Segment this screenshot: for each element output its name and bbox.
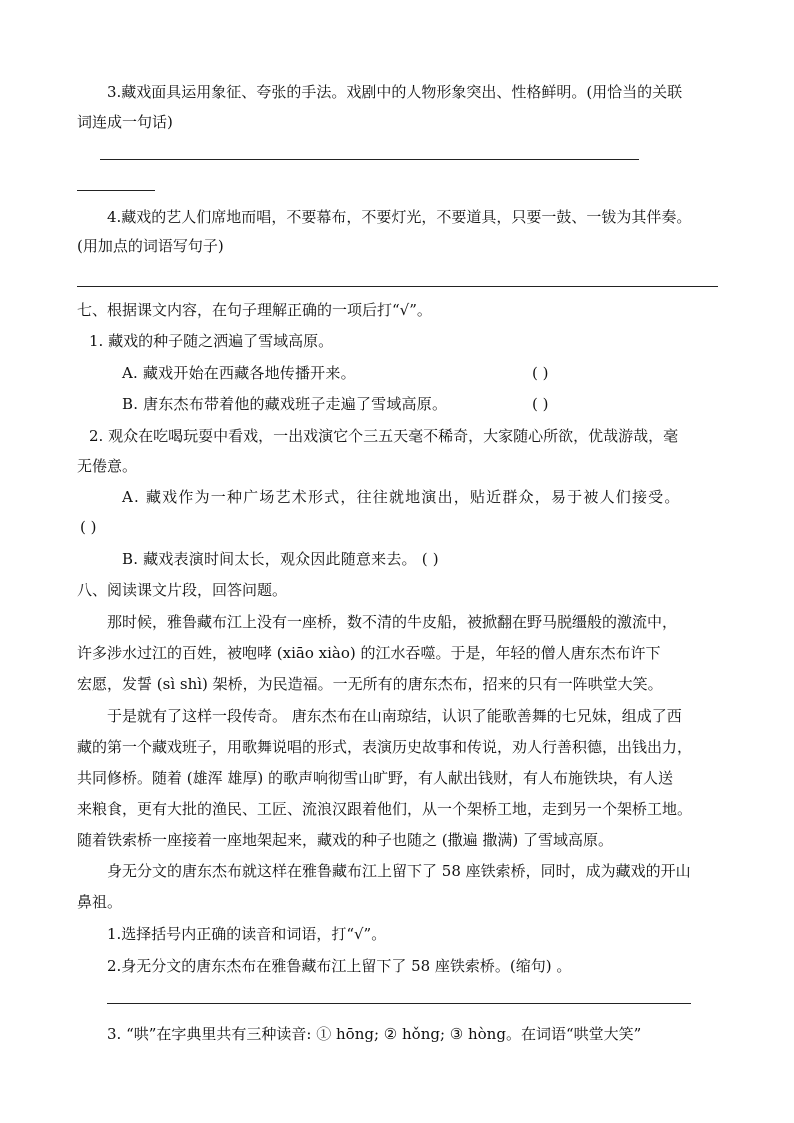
q3-answer-blank-4[interactable]: [77, 190, 155, 191]
passage-p3-line2: 鼻祖。: [77, 893, 123, 911]
passage-p1-line3: 宏愿，发誓 (sì shì) 架桥，为民造福。一无所有的唐东杰布，招来的只有一阵哄堂大笑。: [77, 675, 663, 693]
passage-p2-line1: 于是就有了这样一段传奇。 唐东杰布在山南琼结，认识了能歌善舞的七兄妹，组成了西: [107, 707, 682, 725]
passage-p2-line3: 共同修桥。随着 (雄浑 雄厚) 的歌声响彻雪山旷野，有人献出钱财，有人布施铁块，有人送: [77, 769, 674, 787]
q3-answer-blank-1[interactable]: [100, 159, 205, 160]
section7-item1-option-b: B. 唐东杰布带着他的藏戏班子走遍了雪域高原。: [122, 395, 448, 413]
q4-text-line1: 4.藏戏的艺人们席地而唱，不要幕布，不要灯光，不要道具，只要一鼓、一钹为其伴奏。: [107, 208, 692, 226]
section7-item2-option-a-checkbox[interactable]: ( ): [80, 518, 97, 536]
section8-question-2: 2.身无分文的唐东杰布在雅鲁藏布江上留下了 58 座铁索桥。(缩句) 。: [107, 957, 572, 975]
passage-p1-line2: 许多涉水过江的百姓，被咆哮 (xiāo xiào) 的江水吞噬。于是，年轻的僧人唐东杰布许下: [77, 644, 661, 662]
section7-item1-option-a-checkbox[interactable]: ( ): [532, 364, 549, 382]
q4-answer-blank[interactable]: [77, 286, 718, 287]
section7-item2-stem-line1: 2. 观众在吃喝玩耍中看戏，一出戏演它个三五天毫不稀奇，大家随心所欲，优哉游哉，毫: [89, 427, 679, 445]
passage-p2-line4: 来粮食，更有大批的渔民、工匠、流浪汉跟着他们，从一个架桥工地，走到另一个架桥工地。: [77, 800, 693, 818]
passage-p3-line1: 身无分文的唐东杰布就这样在雅鲁藏布江上留下了 58 座铁索桥，同时，成为藏戏的开山: [107, 862, 691, 880]
passage-p2-line5: 随着铁索桥一座接着一座地架起来，藏戏的种子也随之 (撒遍 撒满) 了雪域高原。: [77, 831, 614, 849]
section8-question-1: 1.选择括号内正确的读音和词语，打“√”。: [107, 925, 387, 943]
q3-answer-blank-2[interactable]: [205, 159, 341, 160]
section7-item2-stem-line2: 无倦意。: [77, 457, 138, 475]
passage-p1-line1: 那时候，雅鲁藏布江上没有一座桥，数不清的牛皮船，被掀翻在野马脱缰般的激流中，: [107, 613, 678, 631]
section8-title: 八、阅读课文片段，回答问题。: [77, 581, 288, 599]
section7-item1-stem: 1. 藏戏的种子随之洒遍了雪域高原。: [89, 332, 334, 350]
q4-text-line2: (用加点的词语写句子): [77, 237, 224, 255]
section7-item2-option-a: A. 藏戏作为一种广场艺术形式，往往就地演出，贴近群众，易于被人们接受。: [122, 488, 681, 506]
section7-item2-option-b: B. 藏戏表演时间太长，观众因此随意来去。 ( ): [122, 550, 439, 568]
section8-question-3: 3. “哄”在字典里共有三种读音: ① hōng; ② hǒng; ③ hòng。在词语“哄堂大笑”: [107, 1025, 642, 1043]
section7-title: 七、根据课文内容，在句子理解正确的一项后打“√”。: [77, 301, 432, 319]
q3-answer-blank-3[interactable]: [341, 159, 639, 160]
section8-q2-answer-blank[interactable]: [107, 1003, 691, 1004]
q3-text-line1: 3.藏戏面具运用象征、夸张的手法。戏剧中的人物形象突出、性格鲜明。(用恰当的关联: [107, 83, 683, 101]
passage-p2-line2: 藏的第一个藏戏班子，用歌舞说唱的形式，表演历史故事和传说，劝人行善积德，出钱出力，: [77, 738, 693, 756]
section7-item1-option-a: A. 藏戏开始在西藏各地传播开来。: [122, 364, 356, 382]
q3-text-line2: 词连成一句话): [77, 113, 173, 131]
section7-item1-option-b-checkbox[interactable]: ( ): [532, 395, 549, 413]
